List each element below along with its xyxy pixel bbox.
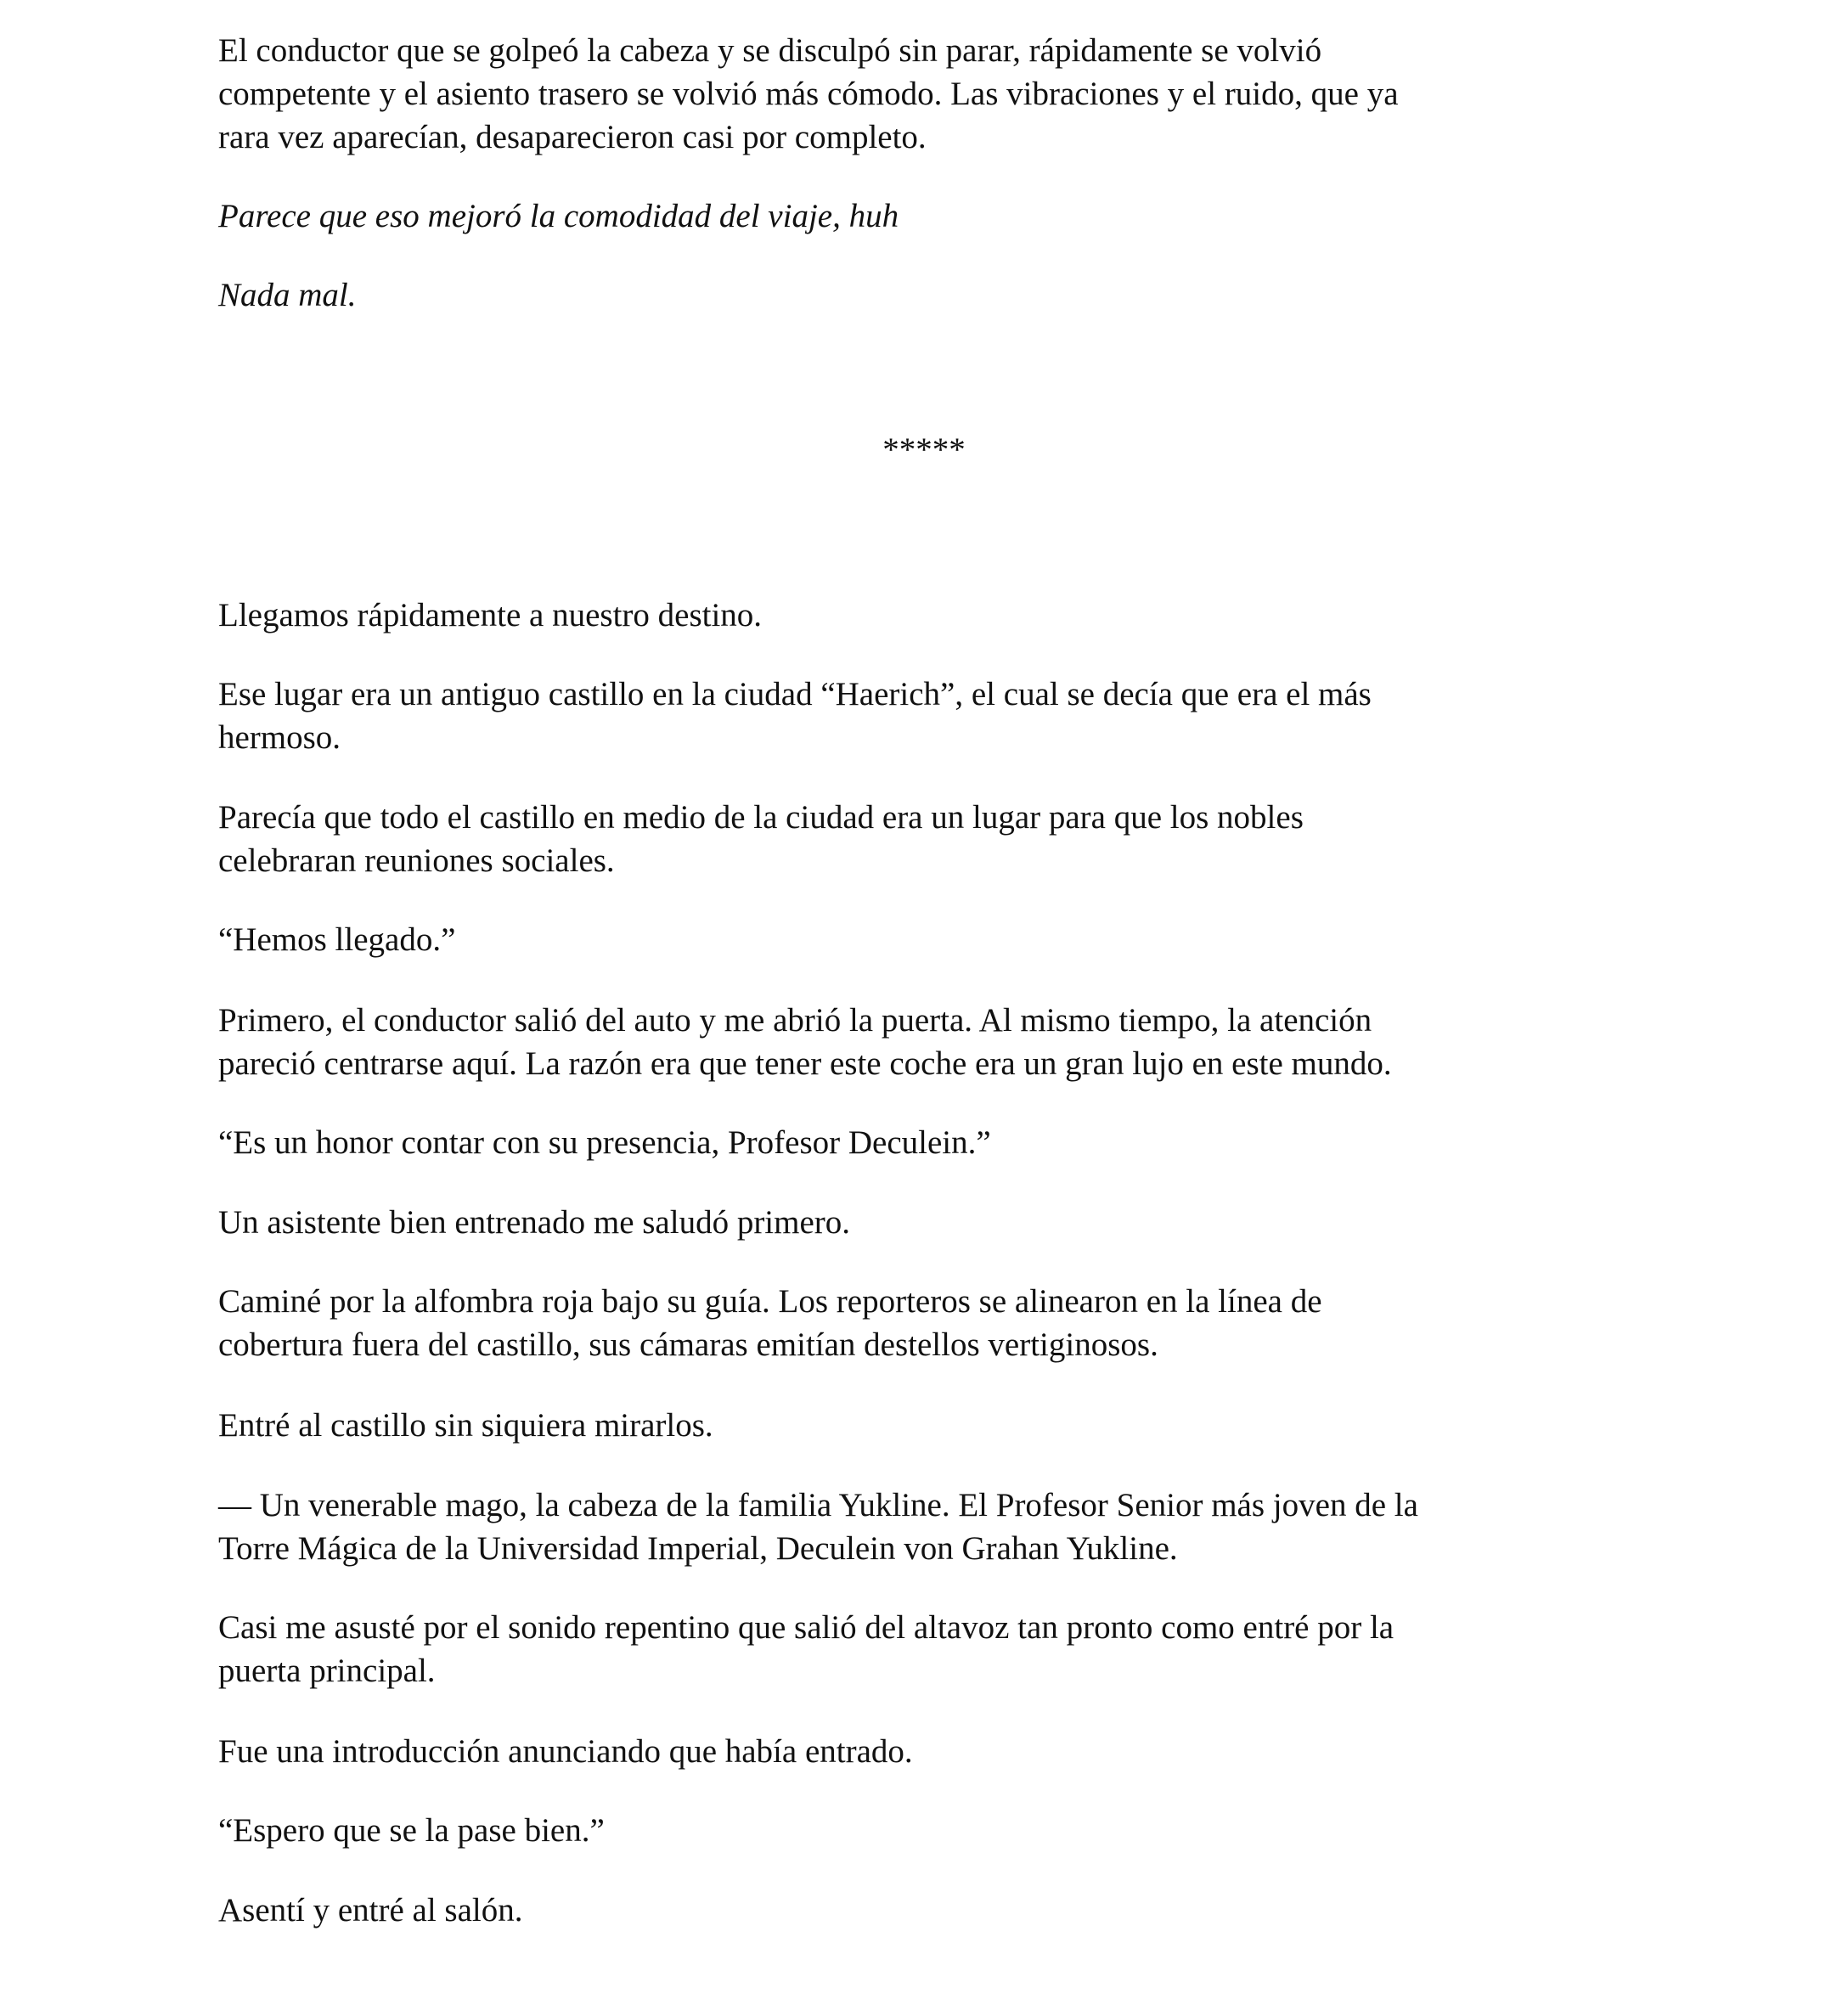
paragraph-line: El conductor que se golpeó la cabeza y se disculpó sin parar, rápidamente se volvió	[218, 32, 1322, 69]
paragraph-line: puerta principal.	[218, 1653, 436, 1689]
paragraph-line: Llegamos rápidamente a nuestro destino.	[218, 597, 763, 633]
paragraph-line: Fue una introducción anunciando que había entrado.	[218, 1733, 913, 1770]
paragraph-line: hermoso.	[218, 719, 341, 756]
paragraph-line: Asentí y entré al salón.	[218, 1892, 523, 1929]
paragraph-line: Ese lugar era un antiguo castillo en la ciudad “Haerich”, el cual se decía que era el más	[218, 676, 1372, 712]
paragraph-line: Parecía que todo el castillo en medio de la ciudad era un lugar para que los nobles	[218, 799, 1304, 836]
paragraph-line: Casi me asusté por el sonido repentino que salió del altavoz tan pronto como entré por la	[218, 1609, 1394, 1646]
section-separator: *****	[882, 431, 966, 468]
paragraph-line: pareció centrarse aquí. La razón era que tener este coche era un gran lujo en este mundo.	[218, 1045, 1392, 1082]
italic-thought: Nada mal.	[218, 277, 357, 313]
paragraph-line: cobertura fuera del castillo, sus cámaras emitían destellos vertiginosos.	[218, 1326, 1158, 1363]
paragraph-line: Primero, el conductor salió del auto y me abrió la puerta. Al mismo tiempo, la atención	[218, 1002, 1372, 1039]
italic-thought: Parece que eso mejoró la comodidad del viaje, huh	[218, 198, 899, 234]
paragraph-line: Entré al castillo sin siquiera mirarlos.	[218, 1407, 713, 1444]
announcement-line: — Un venerable mago, la cabeza de la familia Yukline. El Profesor Senior más joven de la	[218, 1487, 1418, 1523]
paragraph-line: competente y el asiento trasero se volvió más cómodo. Las vibraciones y el ruido, que ya	[218, 76, 1399, 112]
paragraph-line: Caminé por la alfombra roja bajo su guía. Los reporteros se alinearon en la línea de	[218, 1283, 1322, 1320]
paragraph-line: rara vez aparecían, desaparecieron casi por completo.	[218, 119, 927, 155]
dialogue-line: “Hemos llegado.”	[218, 921, 456, 958]
paragraph-line: Un asistente bien entrenado me saludó primero.	[218, 1204, 851, 1241]
announcement-line: Torre Mágica de la Universidad Imperial, Deculein von Grahan Yukline.	[218, 1530, 1178, 1567]
dialogue-line: “Espero que se la pase bien.”	[218, 1812, 605, 1849]
dialogue-line: “Es un honor contar con su presencia, Profesor Deculein.”	[218, 1124, 991, 1161]
paragraph-line: celebraran reuniones sociales.	[218, 842, 615, 879]
